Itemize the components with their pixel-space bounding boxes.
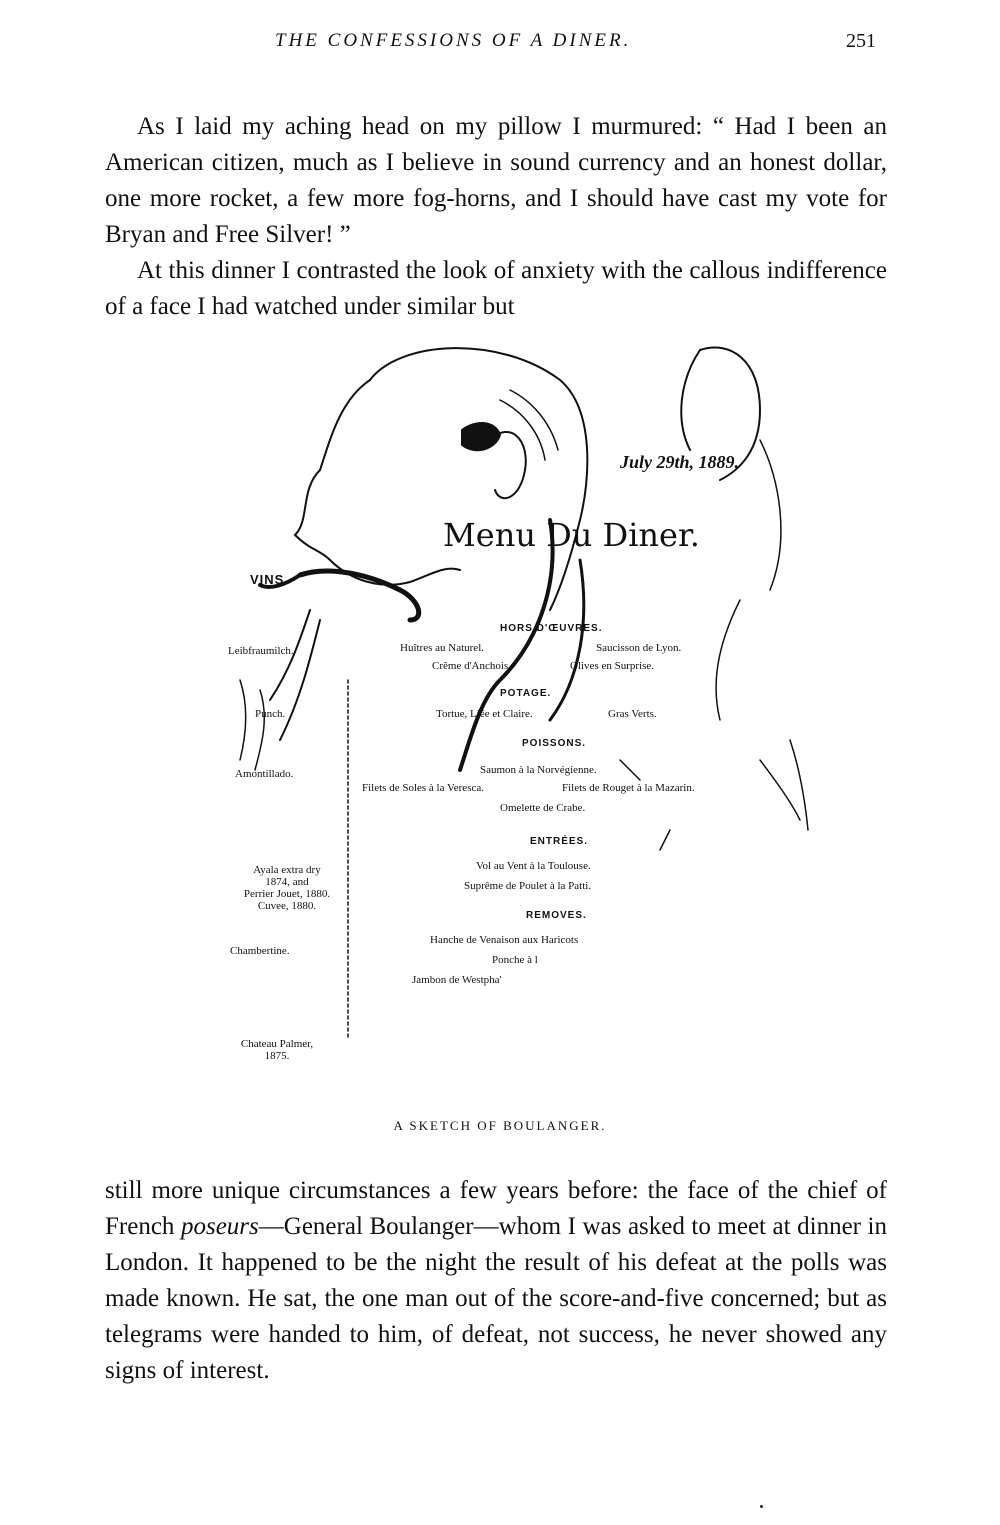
wine-line: 1874, and — [265, 876, 309, 888]
head-outline — [370, 348, 587, 610]
paragraph-3-end: —General Boulanger—whom I was asked to meet at dinner in London. It happened to be the night the result of his defeat at the polls was made known. He sat, the one man out of the score-and-five concerned; but as telegrams were handed to him, of defeat, not success, he never showed any signs of interest. — [105, 1213, 888, 1384]
menu-item: Filets de Rouget à la Mazarin. — [562, 782, 695, 794]
boulanger-illustration — [200, 320, 840, 1080]
paragraph-2: At this dinner I contrasted the look of anxiety with the callous indifference of a face I had watched under similar but — [105, 257, 887, 320]
wine-item: Amontillado. — [235, 768, 294, 780]
section-heading: HORS D'ŒUVRES. — [500, 623, 603, 634]
menu-item: Suprême de Poulet à la Patti. — [464, 880, 592, 892]
paragraph-3-emphasis: poseurs — [180, 1213, 259, 1240]
stray-mark — [760, 1505, 763, 1508]
wine-line: 1875. — [264, 1050, 290, 1062]
paragraph-1: As I laid my aching head on my pillow I murmured: “ Had I been an American citizen, much as I believe in sound currency and an honest dollar, one more rocket, a few more fog-horns, and I should have cast my vote for Bryan and Free Silver! ” — [105, 113, 887, 248]
wine-line: Cuvee, 1880. — [257, 900, 317, 912]
wine-item: Punch. — [255, 708, 286, 720]
running-title: THE CONFESSIONS OF A DINER. — [275, 30, 632, 51]
figure-caption: A SKETCH OF BOULANGER. — [393, 1118, 607, 1133]
menu-item: Saumon à la Norvégienne. — [480, 764, 597, 776]
wine-item — [222, 1038, 332, 1062]
menu-item: Ponche à l — [492, 954, 538, 966]
paragraph-3-start: still more unique circumstances a few years before: the face of the chief of French — [105, 1177, 887, 1240]
menu-item: Olives en Surprise. — [570, 660, 655, 672]
wine-line: Chateau Palmer, — [240, 1038, 314, 1050]
menu-item: Saucisson de Lyon. — [596, 642, 682, 654]
emblem — [462, 423, 500, 450]
menu-item: Omelette de Crabe. — [500, 802, 586, 814]
section-heading: REMOVES. — [526, 910, 587, 921]
section-heading: POTAGE. — [500, 688, 552, 699]
section-heading: POISSONS. — [522, 738, 587, 749]
wine-line: Perrier Jouet, 1880. — [243, 888, 331, 900]
page-number: 251 — [846, 30, 876, 52]
menu-item: Jambon de Westpha' — [412, 974, 502, 986]
menu-item: Tortue, Liée et Claire. — [436, 708, 533, 720]
paragraph-3 — [105, 1173, 887, 1389]
beard — [270, 610, 320, 740]
menu-item: Vol au Vent à la Toulouse. — [476, 860, 591, 872]
menu-title: Menu Du Diner. — [443, 516, 700, 554]
forehead-nose — [295, 380, 370, 560]
running-head — [0, 30, 1000, 60]
menu-item: Huîtres au Naturel. — [400, 642, 484, 654]
menu-item: Filets de Soles à la Veresca. — [362, 782, 484, 794]
wines-label: VINS. — [250, 572, 289, 587]
wine-item — [222, 864, 352, 912]
menu-item: Crême d'Anchois. — [432, 660, 511, 672]
section-heading: ENTRÉES. — [530, 836, 589, 847]
wine-item: Leibfraumilch. — [228, 645, 294, 657]
menu-date: July 29th, 1889. — [620, 452, 740, 472]
sketch-drawing — [200, 320, 840, 1080]
wine-item: Chambertine. — [230, 945, 290, 957]
wine-line: Ayala extra dry — [253, 864, 321, 876]
menu-item: Hanche de Venaison aux Haricots — [430, 934, 579, 946]
menu-item: Gras Verts. — [608, 708, 657, 720]
